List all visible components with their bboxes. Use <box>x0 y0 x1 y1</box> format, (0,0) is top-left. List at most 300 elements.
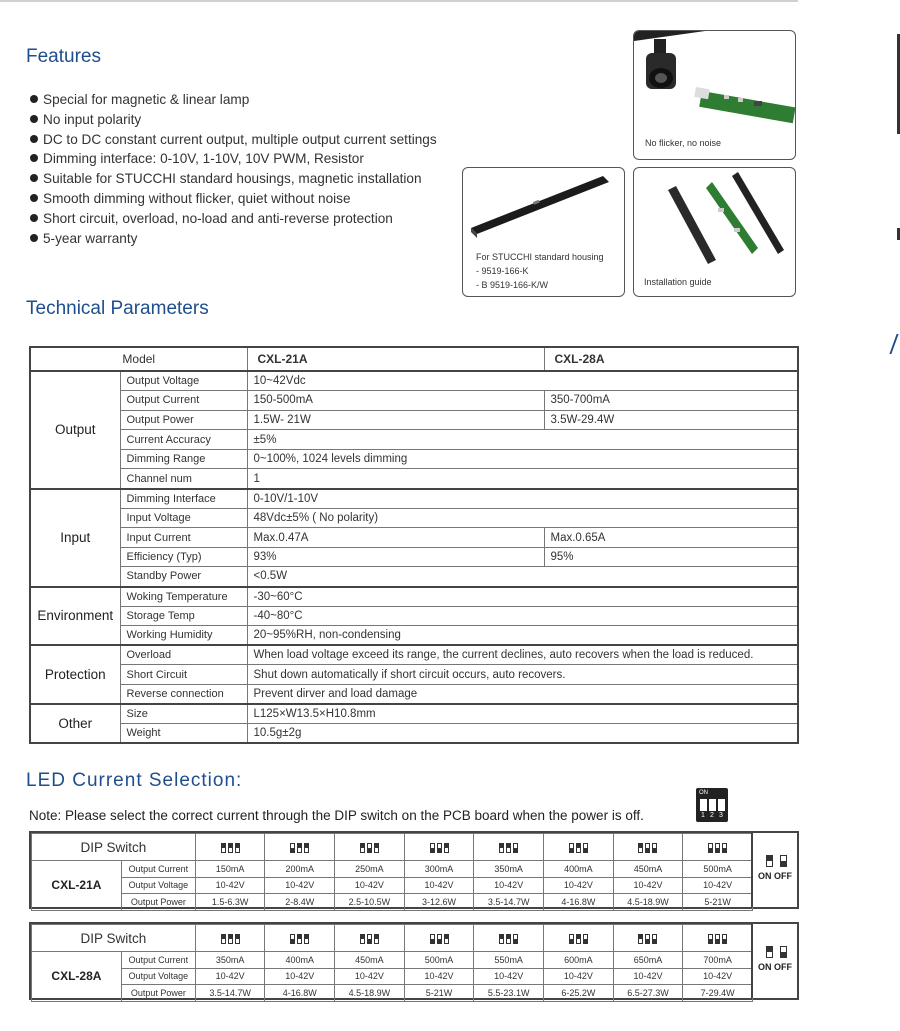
switch-knob <box>767 856 772 861</box>
on-switch-icon <box>766 855 773 867</box>
tech-row <box>30 449 798 469</box>
bullet-icon <box>30 95 38 103</box>
switch-slot <box>638 843 643 853</box>
dip-value-cell: 450mA <box>335 952 405 969</box>
param-label: Woking Temperature <box>120 587 247 607</box>
on-off-legend <box>751 833 797 907</box>
dip-switch-icon <box>637 931 658 942</box>
switch-knob <box>305 935 308 939</box>
bullet-icon <box>30 214 38 222</box>
switch-slot <box>444 843 449 853</box>
dip-setting-cell <box>683 834 753 861</box>
bullet-icon <box>30 174 38 182</box>
switch-knob <box>584 848 587 852</box>
switch-slot <box>304 934 309 944</box>
switch-slot <box>506 934 511 944</box>
dip-value-cell: 10-42V <box>683 877 753 894</box>
feature-text: Special for magnetic & linear lamp <box>43 92 250 107</box>
dip-legend-switch-1 <box>700 799 707 811</box>
bullet-icon <box>30 135 38 143</box>
feature-item <box>30 110 437 130</box>
housing-caption-line-1: For STUCCHI standard housing <box>476 252 604 262</box>
dip-switch-icon <box>637 840 658 851</box>
switch-knob <box>767 947 772 952</box>
dip-value-cell: 500mA <box>683 861 753 878</box>
switch-slot <box>499 843 504 853</box>
switch-knob <box>570 848 573 852</box>
switch-slot <box>374 934 379 944</box>
param-value-a: 1.5W- 21W <box>247 410 544 430</box>
param-label: Efficiency (Typ) <box>120 547 247 567</box>
switch-slot <box>513 843 518 853</box>
dip-setting-cell <box>474 925 544 952</box>
switch-slot <box>360 843 365 853</box>
dip-legend-on-label: ON <box>699 790 708 796</box>
param-label: Output Current <box>120 391 247 411</box>
switch-slot <box>715 843 720 853</box>
switch-knob <box>361 935 364 939</box>
tech-row <box>30 645 798 665</box>
switch-slot <box>513 934 518 944</box>
switch-slot <box>576 843 581 853</box>
switch-slot <box>652 934 657 944</box>
param-value: 48Vdc±5% ( No polarity) <box>247 508 798 528</box>
switch-slot <box>367 843 372 853</box>
dip-value-cell: 10-42V <box>544 877 614 894</box>
switch-knob <box>431 848 434 852</box>
param-label: Output Power <box>120 410 247 430</box>
tech-row <box>30 724 798 744</box>
installation-image <box>634 168 796 278</box>
dip-switch-icon <box>429 931 450 942</box>
dip-switch-header: DIP Switch <box>32 925 196 952</box>
param-value: <0.5W <box>247 567 798 587</box>
dip-value-cell: 650mA <box>613 952 683 969</box>
switch-slot <box>221 934 226 944</box>
off-switch-icon <box>780 855 787 867</box>
param-label: Standby Power <box>120 567 247 587</box>
dip-value-cell: 7-29.4W <box>683 985 753 1002</box>
model-a-header: CXL-21A <box>247 347 544 371</box>
dip-value-cell: 10-42V <box>544 968 614 985</box>
switch-slot <box>374 843 379 853</box>
switch-knob <box>577 935 580 939</box>
dip-setting-cell <box>544 834 614 861</box>
switch-knob <box>716 848 719 852</box>
dip-value-cell: 6-25.2W <box>544 985 614 1002</box>
dip-switch-icon <box>568 931 589 942</box>
param-value-b: Max.0.65A <box>544 528 798 548</box>
param-value-b: 350-700mA <box>544 391 798 411</box>
tech-row <box>30 371 798 391</box>
dip-value-cell: 4-16.8W <box>265 985 335 1002</box>
edge-mark-3 <box>889 334 900 354</box>
tech-row <box>30 685 798 705</box>
param-value: 20~95%RH, non-condensing <box>247 626 798 646</box>
tech-row <box>30 410 798 430</box>
group-label: Output <box>30 371 120 489</box>
dip-row-label: Output Current <box>121 952 195 969</box>
bullet-icon <box>30 154 38 162</box>
dip-value-cell: 3.5-14.7W <box>195 985 265 1002</box>
switch-knob <box>291 848 294 852</box>
feature-text: Dimming interface: 0-10V, 1-10V, 10V PWM, Resistor <box>43 151 364 167</box>
tech-row <box>30 430 798 450</box>
tech-row <box>30 606 798 626</box>
feature-text: No input polarity <box>43 111 142 127</box>
bullet-icon <box>30 234 38 242</box>
tech-row <box>30 567 798 587</box>
feature-item <box>30 209 437 229</box>
dip-value-cell: 10-42V <box>195 968 265 985</box>
switch-slot <box>722 934 727 944</box>
switch-knob <box>709 939 712 943</box>
on-switch-icon <box>766 946 773 958</box>
photo-caption-installation: Installation guide <box>644 277 712 287</box>
dip-switch-icon <box>498 840 519 851</box>
switch-knob <box>781 952 786 957</box>
switch-slot <box>437 934 442 944</box>
on-off-legend <box>751 924 797 998</box>
feature-item <box>30 169 437 189</box>
switch-knob <box>653 848 656 852</box>
feature-item <box>30 130 437 150</box>
dip-setting-cell <box>474 834 544 861</box>
switch-knob <box>375 935 378 939</box>
dip-value-cell: 2-8.4W <box>265 894 335 911</box>
tech-row <box>30 665 798 685</box>
dip-value-cell: 10-42V <box>265 877 335 894</box>
tech-row <box>30 547 798 567</box>
dip-grid <box>31 924 753 1002</box>
dip-row-power <box>32 894 753 911</box>
switch-slot <box>506 843 511 853</box>
dip-row-label: Output Voltage <box>121 877 195 894</box>
dip-head-row <box>32 834 753 861</box>
switch-slot <box>290 843 295 853</box>
housing-caption-line-2: - 9519-166-K <box>476 266 529 276</box>
param-label: Weight <box>120 724 247 744</box>
dip-value-cell: 700mA <box>683 952 753 969</box>
group-label: Protection <box>30 645 120 704</box>
group-label: Environment <box>30 587 120 646</box>
switch-knob <box>222 844 225 848</box>
dip-value-cell: 3.5-14.7W <box>474 894 544 911</box>
switch-knob <box>236 935 239 939</box>
dip-row-voltage <box>32 877 753 894</box>
switch-slot <box>297 934 302 944</box>
dip-value-cell: 10-42V <box>613 877 683 894</box>
param-value: 10~42Vdc <box>247 371 798 391</box>
top-divider <box>0 0 798 2</box>
tech-row <box>30 489 798 509</box>
switch-knob <box>229 844 232 848</box>
switch-knob <box>639 935 642 939</box>
dip-setting-cell <box>335 834 405 861</box>
switch-knob <box>514 939 517 943</box>
dip-value-cell: 350mA <box>195 952 265 969</box>
photo-housing <box>462 167 625 297</box>
switch-slot <box>228 934 233 944</box>
dip-row-current <box>32 952 753 969</box>
dip-switch-icon <box>289 931 310 942</box>
dip-value-cell: 10-42V <box>265 968 335 985</box>
dip-row-label: Output Current <box>121 861 195 878</box>
dip-value-cell: 600mA <box>544 952 614 969</box>
on-off-label: ON OFF <box>758 871 792 881</box>
dip-switch-icon <box>429 840 450 851</box>
bullet-icon <box>30 194 38 202</box>
switch-knob <box>361 844 364 848</box>
param-value-b: 3.5W-29.4W <box>544 410 798 430</box>
dip-setting-cell <box>335 925 405 952</box>
dip-setting-cell <box>683 925 753 952</box>
switch-slot <box>638 934 643 944</box>
dip-value-cell: 4-16.8W <box>544 894 614 911</box>
switch-knob <box>646 939 649 943</box>
param-value: L125×W13.5×H10.8mm <box>247 704 798 724</box>
switch-knob <box>298 844 301 848</box>
dip-row-power <box>32 985 753 1002</box>
photo-spotlight <box>633 30 796 160</box>
tech-row <box>30 391 798 411</box>
param-label: Reverse connection <box>120 685 247 705</box>
dip-setting-cell <box>265 834 335 861</box>
switch-knob <box>375 844 378 848</box>
switch-knob <box>305 844 308 848</box>
param-label: Overload <box>120 645 247 665</box>
dip-setting-cell <box>404 925 474 952</box>
dip-setting-cell <box>195 834 265 861</box>
switch-slot <box>652 843 657 853</box>
dip-row-label: Output Power <box>121 985 195 1002</box>
param-value-a: 150-500mA <box>247 391 544 411</box>
switch-slot <box>722 843 727 853</box>
switch-knob <box>368 939 371 943</box>
switch-slot <box>499 934 504 944</box>
led-current-selection-title: LED Current Selection: <box>26 770 243 791</box>
dip-value-cell: 400mA <box>265 952 335 969</box>
dip-legend-num-3: 3 <box>719 812 723 819</box>
switch-knob <box>222 935 225 939</box>
switch-knob <box>653 939 656 943</box>
dip-value-cell: 2.5-10.5W <box>335 894 405 911</box>
dip-value-cell: 250mA <box>335 861 405 878</box>
dip-value-cell: 4.5-18.9W <box>335 985 405 1002</box>
param-label: Current Accuracy <box>120 430 247 450</box>
switch-knob <box>291 939 294 943</box>
param-value-a: 93% <box>247 547 544 567</box>
model-b-header: CXL-28A <box>544 347 798 371</box>
dip-value-cell: 10-42V <box>683 968 753 985</box>
param-label: Dimming Range <box>120 449 247 469</box>
dip-switch-legend-icon <box>696 788 728 822</box>
dip-switch-icon <box>359 931 380 942</box>
dip-model-label: CXL-28A <box>32 952 122 1002</box>
dip-value-cell: 5-21W <box>683 894 753 911</box>
dip-setting-cell <box>544 925 614 952</box>
group-label: Input <box>30 489 120 587</box>
dip-setting-cell <box>613 834 683 861</box>
dip-setting-cell <box>404 834 474 861</box>
switch-knob <box>236 844 239 848</box>
feature-text: Smooth dimming without flicker, quiet without noise <box>43 190 351 206</box>
bullet-icon <box>30 115 38 123</box>
technical-parameters-table <box>29 346 799 744</box>
tech-row <box>30 587 798 607</box>
dip-value-cell: 10-42V <box>474 968 544 985</box>
switch-slot <box>304 843 309 853</box>
feature-text: Suitable for STUCCHI standard housings, magnetic installation <box>43 171 422 187</box>
switch-slot <box>290 934 295 944</box>
dip-setting-cell <box>265 925 335 952</box>
dip-value-cell: 150mA <box>195 861 265 878</box>
feature-text: 5-year warranty <box>43 230 138 246</box>
switch-knob <box>438 848 441 852</box>
switch-slot <box>645 934 650 944</box>
param-value: When load voltage exceed its range, the current declines, auto recovers when the load is reduced. <box>247 645 798 665</box>
dip-value-cell: 550mA <box>474 952 544 969</box>
dip-value-cell: 500mA <box>404 952 474 969</box>
dip-value-cell: 10-42V <box>335 877 405 894</box>
param-label: Input Current <box>120 528 247 548</box>
group-label: Other <box>30 704 120 743</box>
dip-switch-icon <box>220 840 241 851</box>
dip-value-cell: 10-42V <box>195 877 265 894</box>
dip-table-cxl-28a <box>29 922 799 1000</box>
tech-row <box>30 528 798 548</box>
dip-switch-icon <box>220 931 241 942</box>
switch-slot <box>235 843 240 853</box>
param-value-b: 95% <box>544 547 798 567</box>
dip-setting-cell <box>613 925 683 952</box>
dip-value-cell: 10-42V <box>474 877 544 894</box>
dip-value-cell: 10-42V <box>613 968 683 985</box>
param-label: Input Voltage <box>120 508 247 528</box>
switch-slot <box>569 843 574 853</box>
switch-slot <box>367 934 372 944</box>
dip-value-cell: 450mA <box>613 861 683 878</box>
dip-value-cell: 1.5-6.3W <box>195 894 265 911</box>
switch-slot <box>569 934 574 944</box>
dip-switch-icon <box>359 840 380 851</box>
switch-knob <box>709 848 712 852</box>
dip-row-label: Output Voltage <box>121 968 195 985</box>
param-label: Output Voltage <box>120 371 247 391</box>
tech-row <box>30 704 798 724</box>
param-value-a: Max.0.47A <box>247 528 544 548</box>
dip-value-cell: 4.5-18.9W <box>613 894 683 911</box>
switch-knob <box>723 939 726 943</box>
dip-switch-icon <box>498 931 519 942</box>
photo-caption-housing <box>476 250 604 292</box>
switch-knob <box>500 935 503 939</box>
dip-switch-icon <box>707 931 728 942</box>
switch-knob <box>431 939 434 943</box>
dip-value-cell: 10-42V <box>404 877 474 894</box>
param-label: Size <box>120 704 247 724</box>
dip-value-cell: 5-21W <box>404 985 474 1002</box>
dip-legend-switch-2 <box>709 799 716 811</box>
param-label: Channel num <box>120 469 247 489</box>
dip-value-cell: 5.5-23.1W <box>474 985 544 1002</box>
dip-grid <box>31 833 753 911</box>
switch-knob <box>445 844 448 848</box>
dip-value-cell: 10-42V <box>335 968 405 985</box>
feature-item <box>30 229 437 249</box>
dip-value-cell: 400mA <box>544 861 614 878</box>
switch-knob <box>716 939 719 943</box>
dip-head-row <box>32 925 753 952</box>
dip-switch-icon <box>289 840 310 851</box>
switch-slot <box>430 934 435 944</box>
switch-knob <box>639 844 642 848</box>
dip-switch-icon <box>707 840 728 851</box>
switch-slot <box>645 843 650 853</box>
dip-value-cell: 350mA <box>474 861 544 878</box>
param-value: 1 <box>247 469 798 489</box>
switch-slot <box>583 843 588 853</box>
features-title: Features <box>26 46 101 67</box>
param-value: -30~60°C <box>247 587 798 607</box>
dip-legend-switch-3 <box>718 799 725 811</box>
dip-row-voltage <box>32 968 753 985</box>
dip-switch-header: DIP Switch <box>32 834 196 861</box>
feature-item <box>30 90 437 110</box>
switch-slot <box>360 934 365 944</box>
param-value: 0-10V/1-10V <box>247 489 798 509</box>
switch-slot <box>576 934 581 944</box>
switch-knob <box>368 848 371 852</box>
dip-legend-num-2: 2 <box>710 812 714 819</box>
dip-value-cell: 3-12.6W <box>404 894 474 911</box>
tech-row <box>30 469 798 489</box>
param-label: Dimming Interface <box>120 489 247 509</box>
switch-knob <box>500 844 503 848</box>
dip-value-cell: 10-42V <box>404 968 474 985</box>
switch-slot <box>430 843 435 853</box>
switch-knob <box>723 848 726 852</box>
param-value: 0~100%, 1024 levels dimming <box>247 449 798 469</box>
switch-knob <box>507 935 510 939</box>
dip-note: Note: Please select the correct current through the DIP switch on the PCB board when the power is off. <box>29 808 644 823</box>
switch-slot <box>444 934 449 944</box>
switch-knob <box>445 935 448 939</box>
dip-setting-cell <box>195 925 265 952</box>
tech-table-header <box>30 347 798 371</box>
photo-caption-noflicker: No flicker, no noise <box>645 138 722 148</box>
feature-text: Short circuit, overload, no-load and anti-reverse protection <box>43 210 393 226</box>
switch-slot <box>583 934 588 944</box>
param-label: Working Humidity <box>120 626 247 646</box>
photo-installation <box>633 167 796 297</box>
switch-knob <box>298 935 301 939</box>
off-switch-icon <box>780 946 787 958</box>
model-header: Model <box>30 347 247 371</box>
dip-table-cxl-21a <box>29 831 799 909</box>
switch-knob <box>646 848 649 852</box>
switch-slot <box>297 843 302 853</box>
tech-row <box>30 508 798 528</box>
technical-parameters-title: Technical Parameters <box>26 298 209 319</box>
switch-knob <box>507 844 510 848</box>
on-off-label: ON OFF <box>758 962 792 972</box>
switch-slot <box>708 843 713 853</box>
feature-item <box>30 149 437 169</box>
dip-row-label: Output Power <box>121 894 195 911</box>
dip-switch-icon <box>568 840 589 851</box>
switch-knob <box>577 844 580 848</box>
